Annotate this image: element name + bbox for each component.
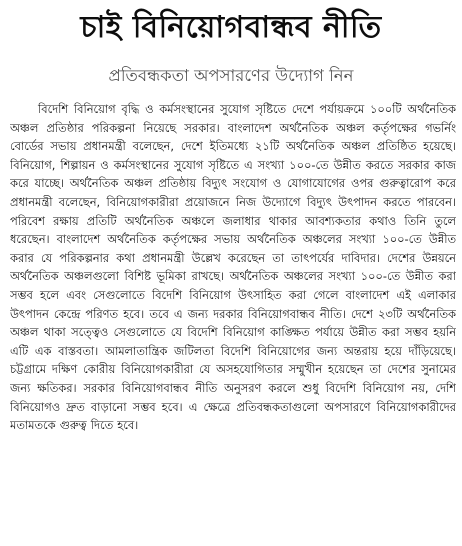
article-headline: চাই বিনিয়োগবান্ধব নীতি [80,10,382,45]
article-subheadline: প্রতিবন্ধকতা অপসারণের উদ্যোগ নিন [108,66,354,85]
article-body: বিদেশি বিনিয়োগ বৃদ্ধি ও কর্মসংস্থানের সুযোগ সৃষ্টিতে দেশে পর্যায়ক্রমে ১০০টি অর্থনৈতিক অঞ্চল প্রতিষ্ঠার পরিকল্পনা নিয়েছে সরকার। বাংলাদেশ অর্থনৈতিক অঞ্চল কর্তৃপক্ষের গভর্নিং বোর্ডের সভায় প্রধানমন্ত্রী বলেছেন, দেশে ইতিমধ্যে ২১টি অর্থনৈতিক অঞ্চল প্রতিষ্ঠিত হয়েছে। বিনিয়োগ, শিল্পায়ন ও কর্মসংস্থানের সুযোগ সৃষ্টিতে এ সংখ্যা ১০০-তে উন্নীত করতে সরকার কাজ করে যাচ্ছে। অর্থনৈতিক অঞ্চল প্রতিষ্ঠায় বিদ্যুৎ সংযোগ ও যোগাযোগের ওপর গুরুত্বারোপ করে প্রধানমন্ত্রী বলেছেন, বিনিয়োগকারীরা প্রয়োজনে নিজ উদ্যোগে বিদ্যুৎ উৎপাদন করতে পারবেন। পরিবেশ রক্ষায় প্রতিটি অর্থনৈতিক অঞ্চলে জলাধার থাকার আবশ্যকতার কথাও তিনি তুলে ধরেছেন। বাংলাদেশ অর্থনৈতিক কর্তৃপক্ষের সভায় অর্থনৈতিক অঞ্চলের সংখ্যা ১০০-তে উন্নীত করার যে পরিকল্পনার কথা প্রধানমন্ত্রী উল্লেখ করেছেন তা তাৎপর্যের দাবিদার। দেশের উন্নয়নে অর্থনৈতিক অঞ্চলগুলো বিশিষ্ট ভূমিকা রাখছে। অর্থনৈতিক অঞ্চলের সংখ্যা ১০০-তে উন্নীত করা সম্ভব হলে এবং সেগুলোতে বিদেশি বিনিয়োগ উৎসাহিত করা গেলে বাংলাদেশ এই এলাকার উৎপাদন কেন্দ্রে পরিণত হবে। তবে এ জন্য দরকার বিনিয়োগবান্ধব নীতি। দেশে ২৩টি অর্থনৈতিক অঞ্চল থাকা সত্ত্বেও সেগুলোতে যে বিদেশি বিনিয়োগ কাঙ্ক্ষিত পর্যায়ে উন্নীত করা সম্ভব হয়নি এটি এক বাস্তবতা। আমলাতান্ত্রিক জটিলতা বিদেশি বিনিয়োগের জন্য অন্তরায় হয়ে দাঁড়িয়েছে। চট্টগ্রামে দক্ষিণ কোরীয় বিনিয়োগকারীরা যে অসহযোগিতার সম্মুখীন হয়েছেন তা দেশের সুনামের জন্য ক্ষতিকর। সরকার বিনিয়োগবান্ধব নীতি অনুসরণ করলে শুধু বিদেশি বিনিয়োগ নয়, দেশি বিনিয়োগও দ্রুত বাড়ানো সম্ভব হবে। এ ক্ষেত্রে প্রতিবন্ধকতাগুলো অপসারণে বিনিয়োগকারীদের মতামতকে গুরুত্ব দিতে হবে। [10,102,456,433]
